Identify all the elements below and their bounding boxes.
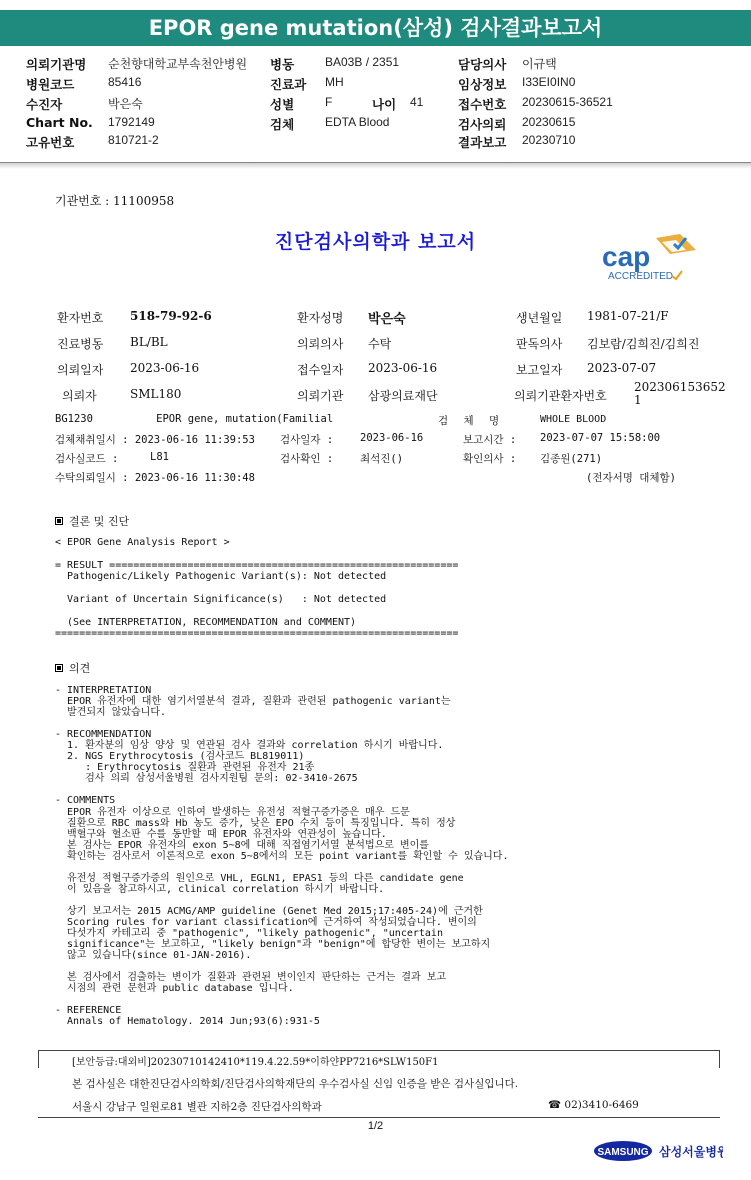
info-label: 의뢰기관 <box>297 389 344 403</box>
info-label: 생년월일 <box>516 311 563 325</box>
header-label: 의뢰기관명 <box>26 57 87 72</box>
info-value: 202306153652 1 <box>634 380 726 407</box>
header-value: 이규택 <box>522 57 557 71</box>
header-label: 고유번호 <box>26 135 75 150</box>
info-value: BL/BL <box>130 335 168 349</box>
info-value: 2023-07-07 <box>587 361 657 375</box>
header-label: 임상정보 <box>458 77 507 92</box>
age-value: 41 <box>410 95 424 109</box>
header-label: 수진자 <box>26 97 63 112</box>
opinion-section-title: 의견 <box>69 662 91 675</box>
info-label: 의뢰의사 <box>297 337 344 351</box>
footer-top-line <box>38 1050 720 1051</box>
square-bullet-icon <box>55 664 63 672</box>
info-label: 진료병동 <box>57 337 104 351</box>
certification-line: 본 검사실은 대한진단검사의학회/진단검사의학재단의 우수검사실 신임 인증을 받은 검사실입니다. <box>72 1078 519 1090</box>
samsung-hospital-name: 삼성서울병원 <box>659 1145 723 1159</box>
header-label: 검체 <box>270 117 295 132</box>
header-label: 결과보고 <box>458 135 507 150</box>
samsung-logo-icon <box>593 1136 723 1166</box>
report-time-value: 2023-07-07 15:58:00 <box>540 432 661 444</box>
header-label: 병동 <box>270 57 295 72</box>
page-number: 1/2 <box>367 1120 384 1132</box>
report-title: EPOR gene mutation(삼성) 검사결과보고서 <box>148 16 603 40</box>
header-row <box>26 55 746 73</box>
header-label: 담당의사 <box>458 57 507 72</box>
header-label: 검사의뢰 <box>458 117 507 132</box>
phone-line: ☎ 02)3410-6469 <box>548 1099 639 1111</box>
report-title-bar <box>0 10 751 46</box>
header-value: BA03B / 2351 <box>325 55 400 69</box>
e-signature-note: (전자서명 대체함) <box>586 472 676 484</box>
info-label: 의뢰자 <box>62 389 97 403</box>
request-time: 수탁의뢰일시 : 2023-06-16 11:30:48 <box>55 472 255 484</box>
header-label: 병원코드 <box>26 77 75 92</box>
header-label: 접수번호 <box>458 97 507 112</box>
footer-right-edge <box>719 1050 720 1068</box>
security-line: [보안등급:대외비]20230710142410*119.4.22.59*이하얀PP7216*SLW150F1 <box>72 1057 439 1068</box>
header-row <box>26 115 746 133</box>
cap-sub: ACCREDITED <box>608 271 674 282</box>
confirm-doctor-value: 김종원(271) <box>540 453 603 465</box>
header-value: 20230615-36521 <box>522 95 613 109</box>
footer-bottom-line <box>38 1117 720 1118</box>
opinion-section-heading <box>55 660 90 676</box>
result-section-title: 결론 및 진단 <box>69 515 130 528</box>
info-label: 환자번호 <box>57 311 104 325</box>
address-line: 서울시 강남구 일원로81 별관 지하2층 진단검사의학과 <box>72 1101 322 1113</box>
info-value: SML180 <box>130 387 182 401</box>
info-value: 수탁 <box>368 337 392 351</box>
result-text: < EPOR Gene Analysis Report > = RESULT ========================================================== Pathogenic/Likely Pathogenic Variant(s): Not detected Variant of Uncertain Significance(s) : Not detected (See INTERPRETATION, RECOMMENDATION and COMMENT) =================================================================== <box>55 537 459 640</box>
info-value: 삼광의료재단 <box>368 389 438 403</box>
square-bullet-icon <box>55 517 63 525</box>
info-value: 김보람/김희진/김희진 <box>587 337 700 351</box>
header-value: 순천향대학교부속천안병원 <box>108 57 248 71</box>
test-code-line: BG1230 EPOR gene, mutation(Familial <box>55 413 334 425</box>
info-value: 박은숙 <box>368 312 406 327</box>
info-value: 518-79-92-6 <box>130 309 212 323</box>
samsung-word: SAMSUNG <box>597 1147 649 1158</box>
header-value: 810721-2 <box>108 133 159 147</box>
collect-time: 검체채취일시 : 2023-06-16 11:39:53 <box>55 434 255 446</box>
test-date-label: 검사일자 : <box>280 434 334 446</box>
info-label: 의뢰기관환자번호 <box>514 389 607 403</box>
info-label: 환자성명 <box>297 311 344 325</box>
report-time-label: 보고시간 : <box>463 434 517 446</box>
info-value: 2023-06-16 <box>130 361 200 375</box>
header-value: I33EI0IN0 <box>522 75 576 89</box>
cap-logo-icon <box>600 232 710 282</box>
info-value: 1981-07-21/F <box>587 309 669 323</box>
footer-left-edge <box>38 1050 39 1068</box>
test-date-value: 2023-06-16 <box>360 432 424 444</box>
header-value: EDTA Blood <box>325 115 390 129</box>
document-title: 진단검사의학과 보고서 <box>274 231 477 253</box>
opinion-text: - INTERPRETATION EPOR 유전자에 대한 염기서열분석 결과, 질환과 관련된 pathogenic variant는 발견되지 않았습니다. - RECOMMENDATION 1. 환자분의 임상 양상 및 연관된 검사 결과와 correlation 하시기 바랍니다. 2. NGS Erythrocytosis (검사코드 BL819011) : Erythrocytosis 질환과 관련된 유전자 21종 검사 의뢰 삼성서울병원 검사지원팀 문의: 02-3410-2675 - COMMENTS EPOR 유전자 이상으로 인하여 발생하는 유전성 적혈구증가증은 매우 드문 질환으로 RBC mass와 Hb 농도 증가, 낮은 EPO 수치 등이 특징입니다. 특히 정상 백혈구와 혈소판 수를 동반할 때 EPOR 유전자와 연관성이 높습니다. 본 검사는 EPOR 유전자의 exon 5~8에 대해 직접염기서열 분석법으로 변이를 확인하는 검사로서 이론적으로 exon 5~8에서의 모든 point variant를 확인할 수 있습니다. 유전성 적혈구증가증의 원인으로 VHL, EGLN1, EPAS1 등의 다른 candidate gene 이 있음을 참고하시고, clinical correlation 하시기 바랍니다. 상기 보고서는 2015 ACMG/AMP guideline (Genet Med 2015;17:405-24)에 근거한 Scoring rules for variant classification에 근거하여 작성되었습니다. 변이의 다섯가지 카테고리 중 "pathogenic", "likely pathogenic", "uncertain significance"는 보고하고, "likely benign"과 "benign"에 합당한 변이는 보고하지 않고 있습니다(since 01-JAN-2016). 본 검사에서 검출하는 변이가 질환과 관련된 변이인지 판단하는 근거는 결과 보고 시점의 관련 문헌과 public database 입니다. - REFERENCE Annals of Hematology. 2014 Jun;93(6):931-5 <box>55 685 509 1028</box>
header-label: 성별 <box>270 97 295 112</box>
header-row <box>26 75 746 93</box>
result-section-heading <box>55 513 129 529</box>
header-row <box>26 133 746 151</box>
info-label: 의뢰일자 <box>57 363 104 377</box>
lab-code-label: 검사실코드 : <box>55 453 119 465</box>
age-label: 나이 <box>372 97 397 112</box>
header-label: Chart No. <box>26 115 93 130</box>
header-label: 진료과 <box>270 77 307 92</box>
header-value: 20230615 <box>522 115 576 129</box>
specimen-value: WHOLE BLOOD <box>540 414 607 425</box>
info-value: 2023-06-16 <box>368 361 438 375</box>
header-value: 85416 <box>108 75 142 89</box>
header-value: F <box>325 95 333 109</box>
test-confirm-value: 최석진() <box>360 453 404 465</box>
header-value: MH <box>325 75 344 89</box>
cap-text: cap <box>602 241 651 272</box>
info-label: 판독의사 <box>516 337 563 351</box>
samsung-hospital-logo <box>593 1136 723 1166</box>
info-label: 접수일자 <box>297 363 344 377</box>
header-row <box>26 95 746 113</box>
header-value: 박은숙 <box>108 97 143 111</box>
lab-code-value: L81 <box>150 451 169 463</box>
scan-shadow <box>0 163 751 169</box>
cap-accredited-logo <box>600 232 710 282</box>
header-value: 20230710 <box>522 133 576 147</box>
confirm-doctor-label: 확인의사 : <box>463 453 517 465</box>
header-value: 1792149 <box>108 115 155 129</box>
test-confirm-label: 검사확인 : <box>280 453 334 465</box>
institution-number: 기관번호 : 11100958 <box>55 194 175 208</box>
specimen-label: 검 체 명 <box>438 415 506 427</box>
info-label: 보고일자 <box>516 363 563 377</box>
